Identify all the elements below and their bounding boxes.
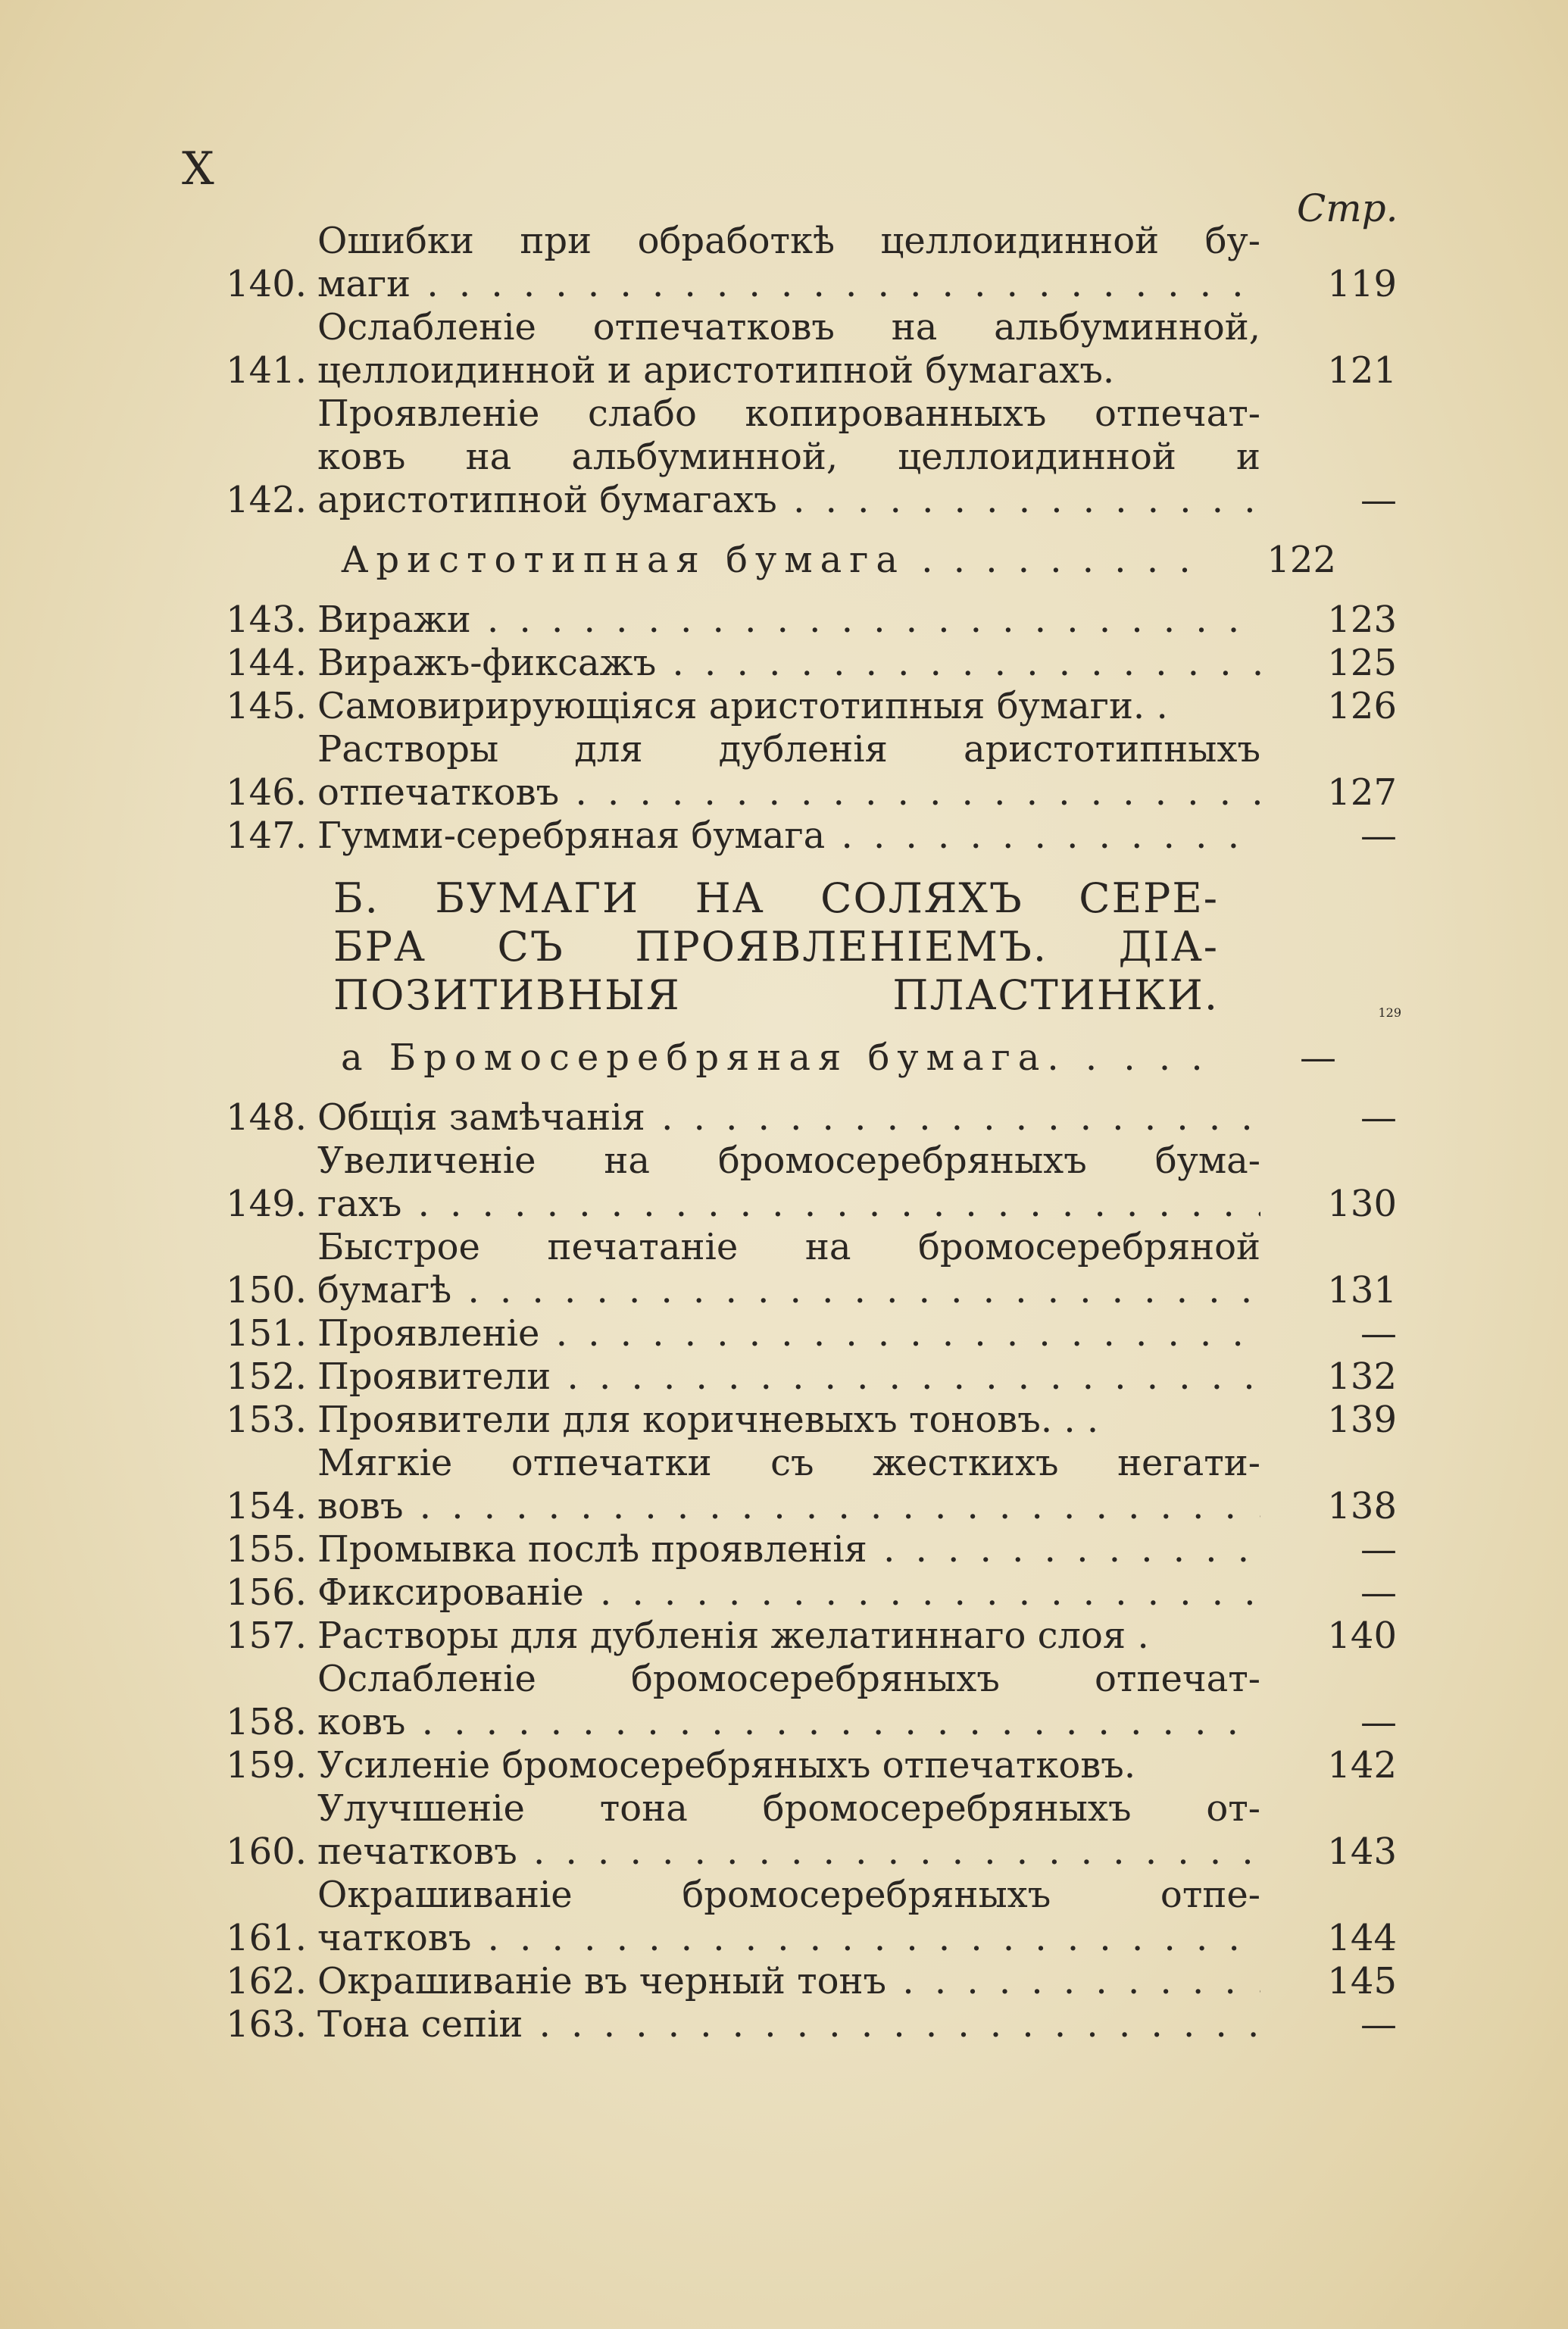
section-title-line: ПОЗИТИВНЫЯ ПЛАСТИНКИ. — [333, 971, 1219, 1019]
entry-number: 144. — [226, 642, 307, 684]
toc-entry — [189, 685, 1401, 728]
entry-title — [317, 1615, 1260, 1658]
toc-entry — [189, 1571, 1401, 1615]
entry-title-line: отпечатковъ . . . — [317, 771, 1260, 814]
toc-entry — [189, 1355, 1401, 1399]
toc-entry — [189, 1874, 1401, 1960]
entry-title — [317, 1226, 1260, 1312]
entry-title-line: ковъ . . . — [317, 1701, 1260, 1744]
entry-title-line: бумагѣ . . . — [317, 1269, 1260, 1312]
entry-title — [317, 599, 1260, 642]
toc-entry — [189, 1399, 1401, 1442]
toc-entry — [189, 306, 1401, 392]
entry-title-line: Растворы для дубленія аристотипныхъ — [317, 728, 1260, 771]
entry-number: 145. — [226, 685, 307, 727]
entry-title — [317, 1874, 1260, 1960]
entry-number: 140. — [226, 263, 307, 305]
page-ref: 129 — [1378, 1005, 1401, 1020]
entry-title — [317, 1139, 1260, 1226]
entry-title-line: Растворы для дубленія желатиннаго слоя . — [317, 1615, 1149, 1657]
page-ref: — — [1360, 1312, 1397, 1355]
section-heading — [189, 874, 1401, 1020]
entry-number: 150. — [226, 1269, 307, 1311]
entry-title — [317, 1528, 1260, 1571]
page-ref: 140 — [1327, 1615, 1397, 1657]
entry-title-line: гахъ . . . — [317, 1183, 1260, 1226]
subsection-title-line: а Бромосеребряная бумага. . . . . . — [341, 1036, 1200, 1080]
page-ref: — — [1360, 1571, 1397, 1614]
entry-title-line: Ослабленіе отпечатковъ на альбуминной, — [317, 306, 1260, 349]
entry-title — [317, 1355, 1260, 1399]
entry-title-line: Гумми-серебряная бумага . . . — [317, 814, 1260, 858]
toc-entry — [189, 1787, 1401, 1874]
toc-entry — [189, 1658, 1401, 1744]
entry-title — [317, 2003, 1260, 2046]
entry-title-line: маги . . . — [317, 263, 1260, 306]
section-title-line: Б. БУМАГИ НА СОЛЯХЪ СЕРЕ- — [333, 874, 1219, 922]
entry-title — [317, 1787, 1260, 1874]
entry-title-line: Мягкіе отпечатки съ жесткихъ негати- — [317, 1442, 1260, 1484]
toc-entry — [189, 728, 1401, 814]
toc-entry — [189, 1442, 1401, 1528]
section-title-line: БРА СЪ ПРОЯВЛЕНІЕМЪ. ДІА- — [333, 923, 1219, 971]
toc-entry — [189, 1528, 1401, 1571]
entry-number: 147. — [226, 814, 307, 857]
entry-title-line: печатковъ . . . — [317, 1830, 1260, 1874]
entry-title — [317, 814, 1260, 858]
toc-entry — [189, 814, 1401, 858]
page-ref: 144 — [1327, 1917, 1397, 1959]
entry-title-line: Усиленіе бромосеребряныхъ отпечатковъ. — [317, 1744, 1136, 1787]
entry-title-line: Ошибки при обработкѣ целлоидинной бу- — [317, 220, 1260, 262]
entry-title-line: Проявленіе . . . — [317, 1312, 1260, 1355]
toc-entry — [189, 1615, 1401, 1658]
entry-title-line: Тона сепіи . . . — [317, 2003, 1260, 2046]
entry-number: 149. — [226, 1183, 307, 1225]
entry-title-line: Общія замѣчанія . . . — [317, 1096, 1260, 1139]
page-ref: 142 — [1327, 1744, 1397, 1787]
entry-title — [317, 1658, 1260, 1744]
toc-entry — [189, 1096, 1401, 1139]
page-column-header: Стр. — [1297, 186, 1398, 230]
entry-title — [317, 1096, 1260, 1139]
page-ref: 121 — [1327, 349, 1397, 392]
entry-number: 146. — [226, 771, 307, 814]
page-ref: 143 — [1327, 1830, 1397, 1873]
subsection-title — [341, 539, 1200, 582]
entry-title-line: Ослабленіе бромосеребряныхъ отпечат- — [317, 1658, 1260, 1700]
toc-entry — [189, 1960, 1401, 2003]
entry-number: 160. — [226, 1830, 307, 1873]
entry-number: 163. — [226, 2003, 307, 2046]
entry-title-line: Самовирирующіяся аристотипныя бумаги. . — [317, 685, 1168, 727]
entry-number: 159. — [226, 1744, 307, 1787]
entry-number: 161. — [226, 1917, 307, 1959]
entry-title-line: Быстрое печатаніе на бромосеребряной — [317, 1226, 1260, 1268]
page-ref: 119 — [1327, 263, 1397, 305]
page-ref: 145 — [1327, 1960, 1397, 2002]
entry-number: 151. — [226, 1312, 307, 1355]
page-ref: 125 — [1327, 642, 1397, 684]
entry-number: 154. — [226, 1485, 307, 1527]
entry-title-line: Окрашиваніе бромосеребряныхъ отпе- — [317, 1874, 1260, 1916]
entry-title-line: ковъ на альбуминной, целлоидинной и — [317, 436, 1260, 478]
entry-title-line: вовъ . . . — [317, 1485, 1260, 1528]
entry-title-line: Виражи . . . — [317, 599, 1260, 642]
subsection-title — [341, 1036, 1200, 1080]
toc-entry — [189, 1139, 1401, 1226]
entry-title — [317, 1442, 1260, 1528]
page-ref: — — [1360, 1096, 1397, 1139]
entry-number: 153. — [226, 1399, 307, 1441]
toc-entry — [189, 642, 1401, 685]
toc-entry — [189, 2003, 1401, 2046]
entry-number: 143. — [226, 599, 307, 641]
page-ref: 132 — [1327, 1355, 1397, 1398]
entry-title — [317, 1571, 1260, 1615]
page-ref: — — [1360, 2003, 1397, 2046]
page-ref: — — [1300, 1036, 1336, 1079]
page-ref: — — [1360, 1701, 1397, 1743]
entry-title — [317, 685, 1260, 728]
entry-title-line: Проявленіе слабо копированныхъ отпечат- — [317, 392, 1260, 435]
toc-entry — [189, 1226, 1401, 1312]
entry-number: 148. — [226, 1096, 307, 1139]
subsection-title-line: Аристотипная бумага . . . — [341, 539, 1200, 582]
subsection-heading — [341, 1036, 1401, 1080]
entry-title — [317, 1399, 1260, 1442]
subsection-heading — [341, 539, 1401, 582]
entry-number: 156. — [226, 1571, 307, 1614]
page-ref: 123 — [1327, 599, 1397, 641]
entry-title-line: Промывка послѣ проявленія . . . — [317, 1528, 1260, 1571]
toc-entry — [189, 1744, 1401, 1787]
toc-entry — [189, 1312, 1401, 1355]
page-ref: 139 — [1327, 1399, 1397, 1441]
page-ref: — — [1360, 479, 1397, 521]
page-number: X — [182, 142, 216, 195]
table-of-contents — [189, 220, 1401, 2046]
entry-title — [317, 220, 1260, 306]
entry-title-line: Окрашиваніе въ черный тонъ . . . — [317, 1960, 1260, 2003]
toc-entry — [189, 599, 1401, 642]
entry-title — [317, 728, 1260, 814]
page-ref: — — [1360, 814, 1397, 857]
toc-entry — [189, 392, 1401, 522]
entry-title — [317, 1960, 1260, 2003]
entry-title-line: Виражъ-фиксажъ . . . — [317, 642, 1260, 685]
entry-title — [317, 1744, 1260, 1787]
page-ref: 138 — [1327, 1485, 1397, 1527]
entry-title-line: Фиксированіе . . . — [317, 1571, 1260, 1615]
page-ref: 130 — [1327, 1183, 1397, 1225]
entry-title-line: Проявители для коричневыхъ тоновъ. . . — [317, 1399, 1099, 1441]
entry-title — [317, 642, 1260, 685]
entry-title — [317, 392, 1260, 522]
entry-title — [317, 306, 1260, 392]
entry-number: 155. — [226, 1528, 307, 1571]
entry-number: 141. — [226, 349, 307, 392]
entry-number: 162. — [226, 1960, 307, 2002]
entry-title-line: Проявители . . . — [317, 1355, 1260, 1399]
entry-number: 158. — [226, 1701, 307, 1743]
entry-number: 157. — [226, 1615, 307, 1657]
page-ref: 126 — [1327, 685, 1397, 727]
page-ref: 127 — [1327, 771, 1397, 814]
toc-entry — [189, 220, 1401, 306]
entry-title — [317, 1312, 1260, 1355]
entry-title-line: целлоидинной и аристотипной бумагахъ. — [317, 349, 1115, 392]
entry-title-line: Улучшеніе тона бромосеребряныхъ от- — [317, 1787, 1260, 1830]
entry-number: 152. — [226, 1355, 307, 1398]
page-ref: 122 — [1267, 539, 1336, 581]
section-title — [333, 874, 1219, 1020]
entry-number: 142. — [226, 479, 307, 521]
page-ref: — — [1360, 1528, 1397, 1571]
entry-title-line: чатковъ . . . — [317, 1917, 1260, 1960]
page-ref: 131 — [1327, 1269, 1397, 1311]
entry-title-line: Увеличеніе на бромосеребряныхъ бума- — [317, 1139, 1260, 1182]
entry-title-line: аристотипной бумагахъ . . . — [317, 479, 1260, 522]
